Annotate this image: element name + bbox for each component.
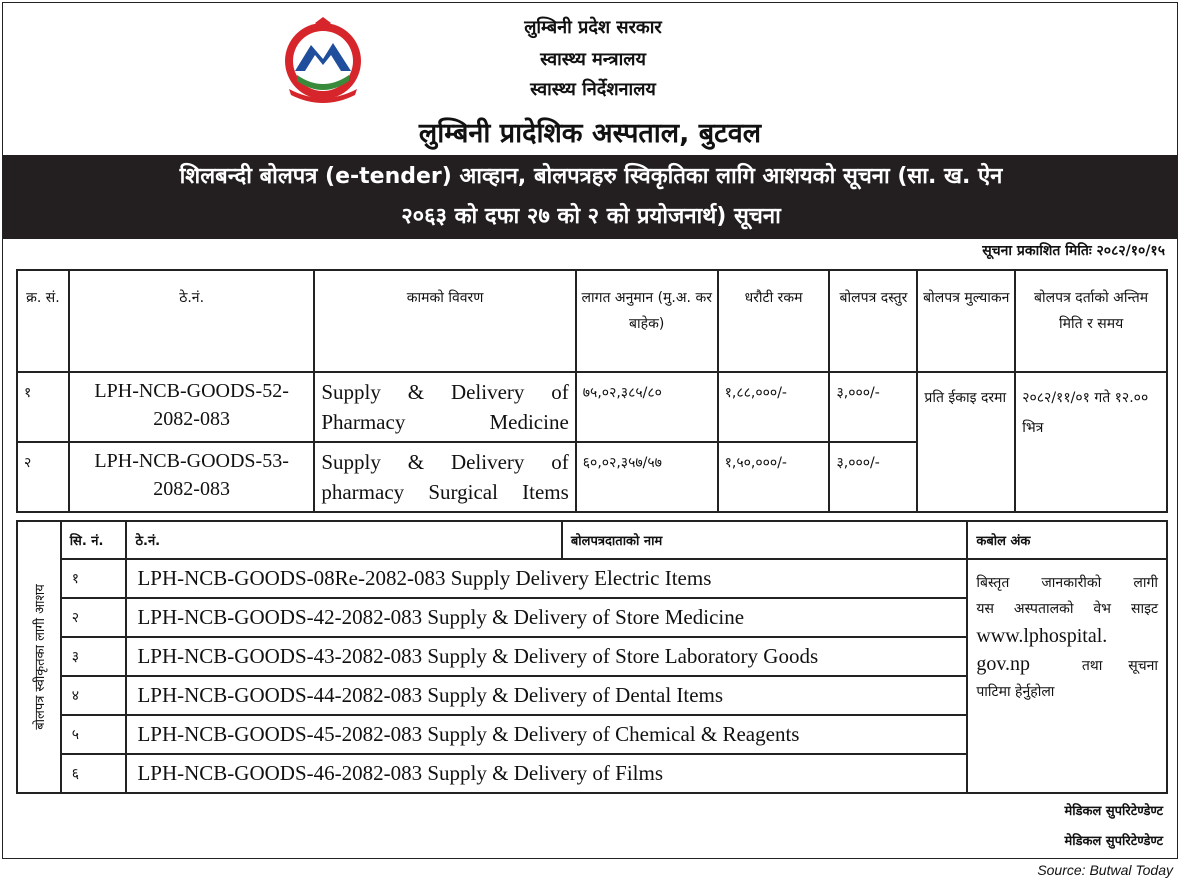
directorate-name: स्वास्थ्य निर्देशनालय (530, 79, 656, 100)
header-code: ठे.नं. (126, 521, 561, 559)
note-line-3: तथा सूचना (1081, 658, 1158, 674)
header-sn: सि. नं. (61, 521, 127, 559)
row-sn: ३ (61, 637, 127, 676)
header-deadline: बोलपत्र दर्ताको अन्तिम मिति र समय (1015, 270, 1167, 372)
row-item: LPH-NCB-GOODS-46-2082-083 Supply & Delivery of Films (126, 754, 967, 793)
note-line-2: यस अस्पतालको वेभ साइट (976, 601, 1158, 617)
signature-title-1: मेडिकल सुपरिटेण्डेण्ट (1064, 804, 1163, 819)
row-deposit: १,५०,०००/- (718, 442, 830, 512)
note-line-1: बिस्तृत जानकारीको लागी (976, 575, 1158, 591)
intent-side-label: बोलपत्र स्वीकृतका लागी आशय (17, 521, 61, 793)
header-fee: बोलपत्र दस्तुर (829, 270, 917, 372)
source-credit: Source: Butwal Today (1037, 862, 1173, 878)
hospital-name: लुम्बिनी प्रादेशिक अस्पताल, बुटवल (418, 118, 762, 149)
row-description: Supply & Delivery of pharmacy Surgical Items (314, 442, 575, 512)
tender-table (16, 269, 1168, 513)
row-sn: १ (61, 559, 127, 598)
header-description: कामको विवरण (314, 270, 575, 372)
notice-title-line-2: २०६३ को दफा २७ को २ को प्रयोजनार्थ) सूचना (401, 204, 781, 229)
row-item: LPH-NCB-GOODS-44-2082-083 Supply & Delivery of Dental Items (126, 676, 967, 715)
header-sn: क्र. सं. (17, 270, 69, 372)
row-sn: २ (61, 598, 127, 637)
notice-title-line-1: शिलबन्दी बोलपत्र (e-tender) आव्हान, बोलपत्रहरु स्विकृतिका लागि आशयको सूचना (सा. ख. ऐन (179, 164, 1003, 189)
row-sn: ४ (61, 676, 127, 715)
row-item: LPH-NCB-GOODS-42-2082-083 Supply & Delivery of Store Medicine (126, 598, 967, 637)
government-name: लुम्बिनी प्रदेश सरकार (524, 17, 662, 38)
signature-title-2: मेडिकल सुपरिटेण्डेण्ट (1064, 834, 1163, 849)
tender-table-header (17, 270, 1167, 372)
published-date: सूचना प्रकाशित मितिः २०८२/१०/१५ (982, 243, 1165, 259)
row-sn: २ (17, 442, 69, 512)
row-description: Supply & Delivery of Pharmacy Medicine (314, 372, 575, 442)
row-sn: ५ (61, 715, 127, 754)
header-code: ठे.नं. (69, 270, 314, 372)
row-sn: १ (17, 372, 69, 442)
row-code: LPH-NCB-GOODS-53-2082-083 (69, 442, 314, 512)
row-item: LPH-NCB-GOODS-43-2082-083 Supply & Delivery of Store Laboratory Goods (126, 637, 967, 676)
ministry-name: स्वास्थ्य मन्त्रालय (540, 49, 646, 70)
row-deposit: १,८८,०००/- (718, 372, 830, 442)
table-row (17, 559, 1167, 598)
header-deposit: धरौटी रकम (718, 270, 830, 372)
nepal-emblem-icon (275, 15, 371, 103)
notice-page (2, 2, 1178, 859)
header-amount: कबोल अंक (967, 521, 1167, 559)
evaluation-value: प्रति ईकाइ दरमा (917, 372, 1015, 512)
header-cost-estimate: लागत अनुमान (मु.अ. कर बाहेक) (576, 270, 718, 372)
row-cost: ६०,०२,३५७/५७ (576, 442, 718, 512)
notice-title-banner (3, 155, 1178, 239)
deadline-value: २०८२/११/०१ गते १२.०० भित्र (1015, 372, 1167, 512)
row-cost: ७५,०२,३८५/८० (576, 372, 718, 442)
row-fee: ३,०००/- (829, 442, 917, 512)
row-fee: ३,०००/- (829, 372, 917, 442)
more-info-note (967, 559, 1167, 793)
website-url-2: gov.np (976, 653, 1031, 675)
row-item: LPH-NCB-GOODS-08Re-2082-083 Supply Delivery Electric Items (126, 559, 967, 598)
row-item: LPH-NCB-GOODS-45-2082-083 Supply & Delivery of Chemical & Reagents (126, 715, 967, 754)
header-evaluation: बोलपत्र मुल्याकन (917, 270, 1015, 372)
intent-table (16, 520, 1168, 794)
intent-table-header (17, 521, 1167, 559)
website-url-1: www.lphospital. (976, 625, 1108, 647)
row-code: LPH-NCB-GOODS-52-2082-083 (69, 372, 314, 442)
header-bidder: बोलपत्रदाताको नाम (562, 521, 968, 559)
table-row (17, 372, 1167, 442)
row-sn: ६ (61, 754, 127, 793)
note-line-4: पाटिमा हेर्नुहोला (976, 684, 1055, 700)
